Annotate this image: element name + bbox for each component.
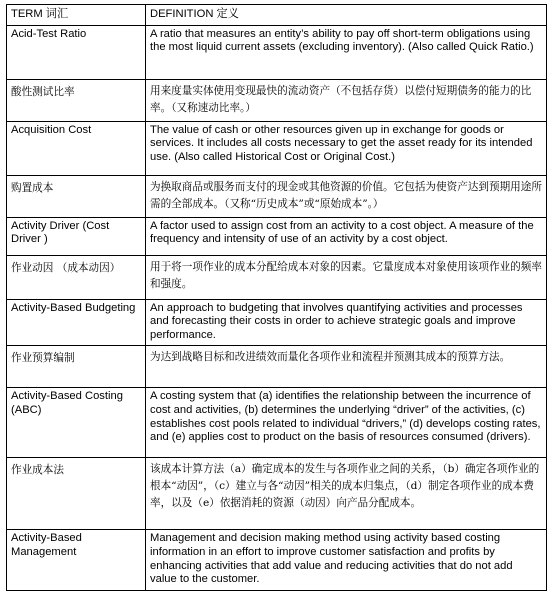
term-cell: Activity-Based Costing (ABC) — [7, 388, 146, 458]
table-row — [7, 458, 547, 530]
term-column-header: TERM 词汇 — [7, 5, 146, 26]
table-row — [7, 79, 547, 121]
definition-cell: 用来度量实体使用变现最快的流动资产（不包括存货）以偿付短期债务的能力的比率。（又称速动比率。） — [146, 79, 547, 121]
table-row — [7, 175, 547, 217]
term-cell: Acid-Test Ratio — [7, 25, 146, 79]
definition-cell: The value of cash or other resources given up in exchange for goods or services. It includes all costs necessary to get the asset ready for its intended use. (Also called Historical Cost or Original Cost.) — [146, 121, 547, 175]
definition-cell: A costing system that (a) identifies the relationship between the incurrence of cost and activities, (b) determines the underlying “driver” of the activities, (c) establishes cost pools related to individual “drivers,” (d) develops costing rates, and (e) applies cost to product on the basis of resources consumed (drivers). — [146, 388, 547, 458]
definition-cell: A factor used to assign cost from an activity to a cost object. A measure of the frequency and intensity of use of an activity by a cost object. — [146, 217, 547, 255]
definition-cell: 为达到战略目标和改进绩效而量化各项作业和流程并预测其成本的预算方法。 — [146, 346, 547, 388]
table-row — [7, 388, 547, 458]
table-row — [7, 25, 547, 79]
definition-cell: An approach to budgeting that involves quantifying activities and processes and forecasting their costs in order to achieve strategic goals and improve performance. — [146, 299, 547, 346]
term-cell: 酸性测试比率 — [7, 79, 146, 121]
table-row — [7, 530, 547, 590]
header-row — [7, 5, 547, 26]
term-cell: Activity Driver (Cost Driver ) — [7, 217, 146, 255]
term-cell: 作业成本法 — [7, 458, 146, 530]
definition-cell: 该成本计算方法（a）确定成本的发生与各项作业之间的关系，（b）确定各项作业的根本“动因”，（c）建立与各“动因”相关的成本归集点，（d）制定各项作业的成本费率，以及（e）依据消耗的资源（动因）向产品分配成本。 — [146, 458, 547, 530]
term-cell: Activity-Based Management — [7, 530, 146, 590]
definition-cell: 用于将一项作业的成本分配给成本对象的因素。它量度成本对象使用该项作业的频率和强度。 — [146, 255, 547, 299]
table-row — [7, 217, 547, 255]
term-cell: 作业预算编制 — [7, 346, 146, 388]
definition-column-header: DEFINITION 定义 — [146, 5, 547, 26]
term-cell: 购置成本 — [7, 175, 146, 217]
term-cell: Activity-Based Budgeting — [7, 299, 146, 346]
table-row — [7, 255, 547, 299]
table-row — [7, 121, 547, 175]
term-cell: 作业动因 （成本动因） — [7, 255, 146, 299]
definition-cell: A ratio that measures an entity’s ability to pay off short-term obligations using the most liquid current assets (excluding inventory). (Also called Quick Ratio.) — [146, 25, 547, 79]
glossary-table — [6, 4, 547, 591]
table-row — [7, 346, 547, 388]
definition-cell: Management and decision making method using activity based costing information in an effort to improve customer satisfaction and profits by enhancing activities that add value and reducing activities that do not add value to the customer. — [146, 530, 547, 590]
term-cell: Acquisition Cost — [7, 121, 146, 175]
definition-cell: 为换取商品或服务而支付的现金或其他资源的价值。它包括为使资产达到预期用途所需的全部成本。（又称“历史成本”或“原始成本”。） — [146, 175, 547, 217]
table-row — [7, 299, 547, 346]
